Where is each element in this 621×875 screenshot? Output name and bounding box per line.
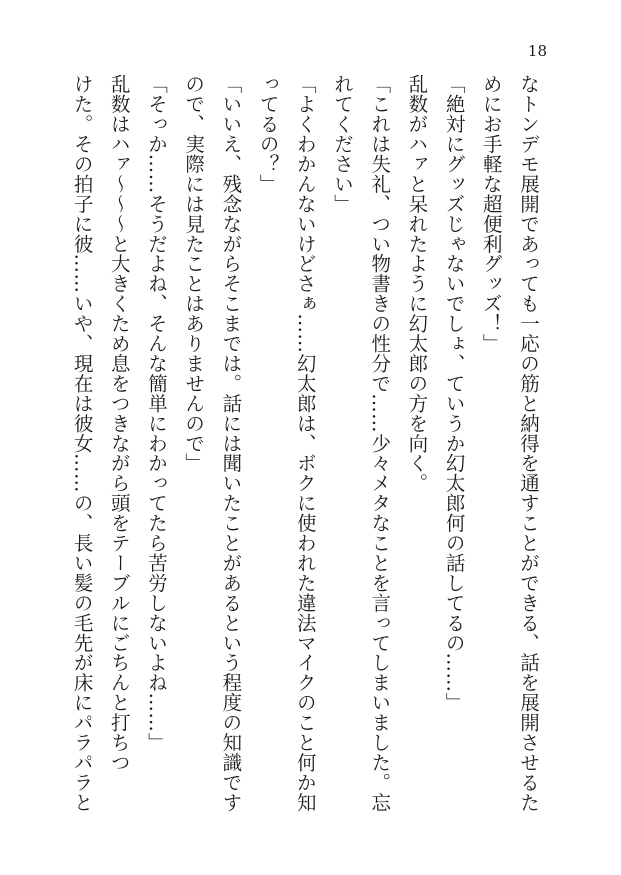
text-line-4: 乱数がハァと呆れたように幻太郎の方を向く。: [405, 74, 429, 493]
text-line-9: 「いいえ、残念ながらそこまでは。話には聞いたことがあるという程度の知識です: [219, 74, 243, 813]
page-number: 18: [527, 42, 547, 60]
text-line-2: めにお手軽な超便利グッズ！」: [479, 74, 503, 354]
text-line-13: けた。その拍子に彼……いや、現在は彼女……の、長い髪の毛先が床にパラパラと: [70, 74, 94, 813]
text-line-6: れてください」: [330, 74, 354, 214]
text-line-11: 「そっか……そうだよね、そんな簡単にわかってたら苦労しないよね……」: [144, 74, 168, 753]
text-line-5: 「これは失礼、つい物書きの性分で……少々メタなことを言ってしまいました。忘: [368, 74, 392, 813]
text-line-3: 「絶対にグッズじゃないでしょ、ていうか幻太郎何の話してるの……」: [442, 74, 466, 713]
text-line-1: なトンデモ展開であっても一応の筋と納得を通すことができる、話を展開させるた: [517, 74, 540, 813]
text-line-10: ので、実際には見たことはありませんので」: [182, 74, 206, 473]
vertical-text-body: [71, 74, 547, 834]
text-line-7: 「よくわかんないけどさぁ……幻太郎は、ボクに使われた違法マイクのこと何か知: [293, 74, 317, 813]
text-line-8: ってるの？」: [256, 74, 280, 194]
text-line-12: 乱数はハァ～～～と大きくため息をつきながら頭をテーブルにごちんと打ちつ: [107, 74, 131, 773]
